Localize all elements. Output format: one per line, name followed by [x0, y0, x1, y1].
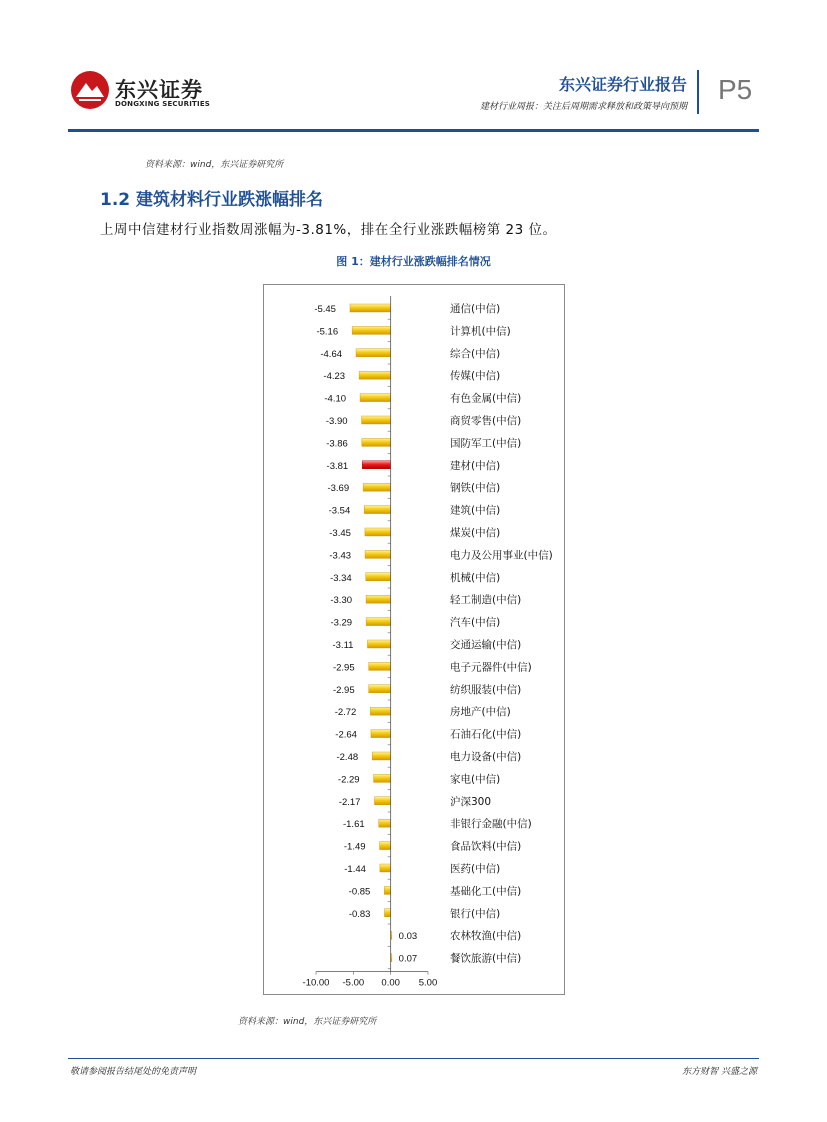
company-logo-icon — [70, 70, 110, 110]
category-label: 房地产(中信) — [450, 706, 511, 719]
footer-slogan: 东方财智 兴盛之源 — [682, 1067, 757, 1077]
value-label: -2.95 — [332, 684, 355, 696]
category-label: 钢铁(中信) — [450, 482, 501, 495]
footer-rule — [68, 1058, 759, 1059]
bar — [362, 438, 391, 446]
category-label: 计算机(中信) — [450, 325, 511, 338]
value-label: -3.54 — [328, 505, 351, 517]
bar — [384, 909, 390, 917]
value-label: -3.69 — [327, 483, 350, 495]
bar — [356, 349, 391, 357]
x-tick-label: -5.00 — [342, 977, 365, 989]
source-note-bottom: 资料来源：wind，东兴证券研究所 — [238, 1017, 377, 1027]
bar — [371, 730, 391, 738]
bar — [370, 707, 390, 715]
category-label: 有色金属(中信) — [450, 392, 522, 405]
section-heading: 1.2 建筑材料行业跌涨幅排名 — [100, 190, 324, 210]
category-label: 商贸零售(中信) — [450, 415, 522, 427]
category-label: 沪深300 — [450, 795, 492, 808]
bar — [363, 483, 391, 491]
value-label: -4.10 — [324, 393, 347, 405]
value-label: -3.45 — [329, 528, 351, 539]
bar — [374, 797, 390, 805]
value-label: -3.43 — [329, 550, 352, 562]
bar — [366, 573, 391, 581]
category-label: 非银行金融(中信) — [450, 818, 532, 831]
value-label: -2.72 — [334, 707, 357, 719]
bar — [369, 685, 391, 693]
category-label: 交通运输(中信) — [450, 639, 522, 651]
bar — [362, 416, 391, 424]
bar — [366, 595, 391, 603]
bar — [360, 394, 391, 402]
bar — [364, 506, 390, 514]
category-label: 机械(中信) — [450, 571, 501, 584]
x-tick-label: 5.00 — [418, 977, 438, 989]
industry-ranking-chart — [263, 284, 563, 995]
bar — [374, 774, 391, 782]
x-tick-label: -10.00 — [302, 977, 330, 989]
bar — [365, 528, 391, 536]
value-label: -2.17 — [338, 796, 361, 808]
value-label: -2.95 — [332, 662, 355, 674]
category-label: 纺织服装(中信) — [450, 683, 522, 696]
report-subtitle: 建材行业周报：关注后周期需求释放和政策导向预期 — [479, 102, 687, 112]
figure-caption: 图 1：建材行业涨跌幅排名情况 — [336, 255, 491, 268]
bar — [372, 752, 391, 760]
header-rule — [68, 129, 759, 132]
value-label: -1.44 — [344, 864, 366, 875]
category-label: 电力及公用事业(中信) — [450, 549, 553, 562]
bar — [350, 304, 391, 312]
value-label: -2.64 — [335, 729, 357, 741]
value-label: -2.48 — [336, 752, 359, 763]
value-label: 0.03 — [398, 931, 418, 943]
bar — [366, 618, 391, 626]
value-label: -3.86 — [326, 438, 348, 450]
category-label: 医药(中信) — [450, 863, 501, 875]
x-tick-label: 0.00 — [381, 977, 400, 989]
category-label: 建材(中信) — [450, 459, 501, 472]
page-number: P5 — [718, 74, 753, 105]
labels-layer — [303, 302, 553, 989]
value-label: -4.23 — [323, 371, 346, 383]
value-label: -4.64 — [320, 348, 343, 360]
category-label: 家电(中信) — [450, 773, 501, 786]
value-label: -2.29 — [337, 774, 360, 786]
logo-english-name: DONGXING SECURITIES — [115, 100, 211, 108]
value-label: -3.30 — [330, 595, 353, 607]
source-note-top: 资料来源：wind，东兴证券研究所 — [145, 160, 284, 170]
category-label: 建筑(中信) — [450, 504, 501, 517]
category-label: 基础化工(中信) — [450, 885, 522, 898]
value-label: -3.90 — [325, 416, 348, 427]
bar — [362, 461, 390, 469]
bar — [352, 326, 391, 334]
bar — [380, 864, 391, 872]
logo-chinese-name: 东兴证券 — [115, 78, 203, 102]
category-label: 农林牧渔(中信) — [450, 930, 522, 943]
category-label: 石油石化(中信) — [450, 728, 522, 741]
bar — [365, 550, 391, 558]
category-label: 汽车(中信) — [450, 616, 501, 629]
category-label: 综合(中信) — [450, 347, 501, 360]
value-label: -1.61 — [342, 819, 365, 831]
bar — [380, 842, 391, 850]
value-label: 0.07 — [398, 953, 418, 965]
bars-layer — [350, 304, 392, 962]
value-label: -3.81 — [326, 460, 349, 472]
value-label: -1.49 — [343, 841, 366, 853]
bar — [367, 640, 390, 648]
category-label: 国防军工(中信) — [450, 437, 522, 450]
bar — [384, 886, 390, 894]
bar — [359, 371, 391, 379]
header-separator — [697, 70, 699, 114]
value-label: -5.16 — [316, 326, 339, 338]
category-label: 通信(中信) — [450, 303, 501, 315]
report-title: 东兴证券行业报告 — [558, 75, 687, 94]
category-label: 传媒(中信) — [450, 370, 501, 383]
value-label: -3.11 — [332, 640, 354, 651]
category-label: 食品饮料(中信) — [450, 840, 522, 853]
value-label: -3.34 — [330, 572, 352, 584]
category-label: 煤炭(中信) — [450, 527, 501, 539]
category-label: 电力设备(中信) — [450, 751, 522, 763]
category-label: 餐饮旅游(中信) — [450, 952, 522, 965]
value-label: -0.83 — [348, 908, 371, 920]
value-label: -0.85 — [348, 886, 371, 898]
bar — [379, 819, 391, 827]
category-label: 轻工制造(中信) — [450, 594, 522, 607]
category-label: 电子元器件(中信) — [450, 661, 532, 674]
category-label: 银行(中信) — [450, 907, 501, 920]
footer-disclaimer: 敬请参阅报告结尾处的免责声明 — [70, 1067, 197, 1077]
bar — [369, 662, 391, 670]
value-label: -5.45 — [314, 304, 336, 315]
body-paragraph: 上周中信建材行业指数周涨幅为-3.81%，排在全行业涨跌幅榜第 23 位。 — [100, 222, 557, 238]
value-label: -3.29 — [330, 617, 353, 629]
